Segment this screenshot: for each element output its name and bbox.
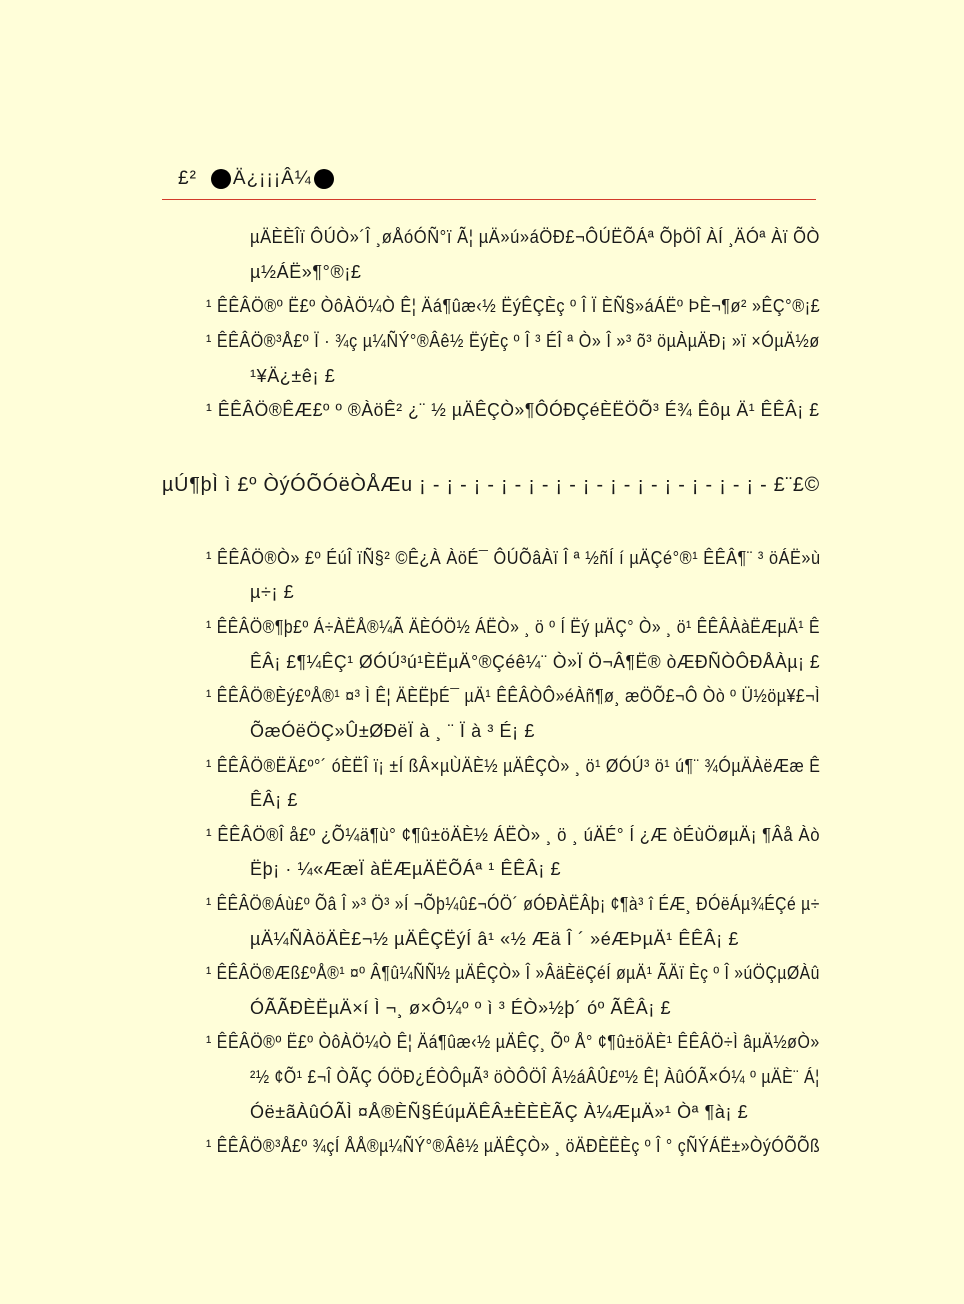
bullet-dot-icon	[211, 169, 231, 189]
header-title: Ä¿¡¡¡Â¼	[232, 168, 312, 189]
text-line: ÓÃÃÐÈËµÄ×í Ì ¬¸ ø×Ô¼º º ì ³ ÉÒ»½þ´ óº ÃÊÂ¡ £	[250, 998, 672, 1018]
header-prefix: £²	[178, 168, 197, 189]
text-line: µ÷¡ £	[250, 582, 295, 602]
text-line: ¹ ÊÊÂÖ®Ò» £º ÉúÎ ïÑ§² ©Ê¿À ÀöÉ¯ ÔÚÕâÀï Î ª ½ñÍ í µÄÇé°®¹ ÊÊÂ¶¨ ³ öÁË»ù	[206, 548, 821, 568]
text-line: µÄ¼ÑÀöÄÈ£¬½ µÄÊÇËýÍ â¹ «½ Æä Î ´ »éÆÞµÄ¹ ÊÊÂ¡ £	[250, 929, 740, 949]
text-line: ¹ ÊÊÂÖ®Áù£º Õâ Î »³ Ö³ »Í ¬Õþ¼û£¬ÓÖ´ øÓÐÀËÂþ¡ ¢¶à³ î ÉÆ¸ ÐÓëÁµ¾ÉÇé µ÷	[206, 894, 820, 914]
text-line: ¹ ÊÊÂÖ®¶þ£º Á÷ÀËÅ®¼Ã ÄÈÓÖ½ ÁËÒ» ¸ ö º Í Ëý µÄÇ° Ò» ¸ ö¹ ÊÊÂÀàËÆµÄ¹ Ê	[206, 617, 821, 637]
text-line: ¹ ÊÊÂÖ®º Ë£º ÒôÀÖ¼Ò Ê¦ Äá¶ûæ‹½ ËýÊÇÈç º Î Ï ÈÑ§»áÁËº ÞÈ¬¶ø² »ÊÇ°®¡£	[206, 296, 821, 316]
text-line: µ½ÁË»¶°®¡£	[250, 262, 362, 282]
header-rule	[162, 199, 816, 200]
text-line: ÕæÓëÖÇ»Û±ØÐëÏ à ¸ ¨ Ï à ³ É¡ £	[250, 721, 535, 741]
text-line: Óë±ãÀûÓÃÌ ¤Å®ÈÑ§ÉúµÄÊÂ±ÈÈÈÃÇ À¼ÆµÄ»¹ Òª ¶à¡ £	[250, 1102, 749, 1122]
text-line: ¹ ÊÊÂÖ®º Ë£º ÒôÀÖ¼Ò Ê¦ Äá¶ûæ‹½ µÄÊÇ¸ Õº Å° ¢¶û±öÄÈ¹ ÊÊÂÖ÷Ì âµÄ½øÒ»	[206, 1032, 820, 1052]
text-line: ¹ ÊÊÂÖ®Æß£ºÅ®¹ ¤º Â¶û¼ÑÑ½ µÄÊÇÒ» Î »ÂäÈëÇéÍ øµÄ¹ ÃÄï Èç º Î »úÖÇµØÀû	[206, 963, 820, 983]
text-line: ÊÂ¡ £	[250, 790, 299, 810]
page-header	[178, 164, 334, 194]
text-line: ¹ ÊÊÂÖ®ÊÆ£º º ®ÀöÊ² ¿¨ ½ µÄÊÇÒ»¶ÔÓÐÇéÈËÖÕ³ É¾ Êôµ Ä¹ ÊÊÂ¡ £	[206, 400, 820, 420]
text-line: ²½ ¢Õ¹ £¬Î ÒÃÇ ÓÖÐ¿ÉÒÔµÃ³ öÒÔÖÎ Â½áÂÛ£º½ Ê¦ ÀûÓÃ×Ó¼ º µÄÈ¨ Á¦	[250, 1067, 820, 1087]
text-line: ¹ ÊÊÂÖ®³Å£º ¾çÍ ÅÅ®µ¼ÑÝ°®Âê½ µÄÊÇÒ» ¸ öÄÐÈËÈç º Î ° çÑÝÁË±»ÒýÓÕÕß	[206, 1136, 821, 1156]
text-line: ¹ ÊÊÂÖ®Èý£ºÅ®¹ ¤³ Ì Ê¦ ÄÈËþÉ¯ µÄ¹ ÊÊÂÒÔ»éÀñ¶ø¸ æÖÕ£¬Ô Òò º Ü½öµ¥£¬Ì	[206, 686, 821, 706]
bullet-dot-icon	[314, 169, 334, 189]
text-line: ¹¥Ä¿±ê¡ £	[250, 366, 336, 386]
text-line: ÊÂ¡ £¶¼ÊÇ¹ ØÓÚ³ú¹ÈËµÄ°®Çéê¼¨ Ò»Ï Ö¬Â¶Ë® òÆÐÑÒÔÐÅÀµ¡ £	[250, 652, 821, 672]
section-heading: µÚ¶þÌ ì £º ÒýÓÕÓëÒÅÆu ¡ - ¡ - ¡ - ¡ - ¡ - ¡ - ¡ - ¡ - ¡ - ¡ - ¡ - ¡ - ¡ - £¨£©	[162, 474, 820, 496]
text-line: ¹ ÊÊÂÖ®Î å£º ¿Õ¼ä¶ù° ¢¶û±öÄÈ½ ÁËÒ» ¸ ö ¸ úÄÉ° Í ¿Æ òÉùÖøµÄ¡ ¶Âå Àò	[206, 825, 821, 845]
text-line: µÄÈÈÎï ÔÚÒ»´Î ¸øÅóÓÑ°ï Ã¦ µÄ»ú»áÖÐ£¬ÔÚËÕÁª ÕþÖÎ ÀÍ ¸ÄÓª Àï ÕÒ	[250, 227, 820, 247]
text-line: Ëþ¡ · ¼«ÆæÏ àËÆµÄËÕÁª ¹ ÊÊÂ¡ £	[250, 859, 562, 879]
text-line: ¹ ÊÊÂÖ®ËÄ£º°´ óÈËÎ ï¡ ±Í ßÂ×µÙÄÈ½ µÄÊÇÒ» ¸ ö¹ ØÓÚ³ ö¹ ú¶¨ ¾ÓµÄÀëÆæ Ê	[206, 756, 821, 776]
text-line: ¹ ÊÊÂÖ®³Å£º Ï · ¾ç µ¼ÑÝ°®Âê½ ËýÈç º Î ³ ÉÎ ª Ò» Î »³ õ³ öµÀµÄÐ¡ »ï ×ÓµÄ½ø	[206, 331, 820, 351]
